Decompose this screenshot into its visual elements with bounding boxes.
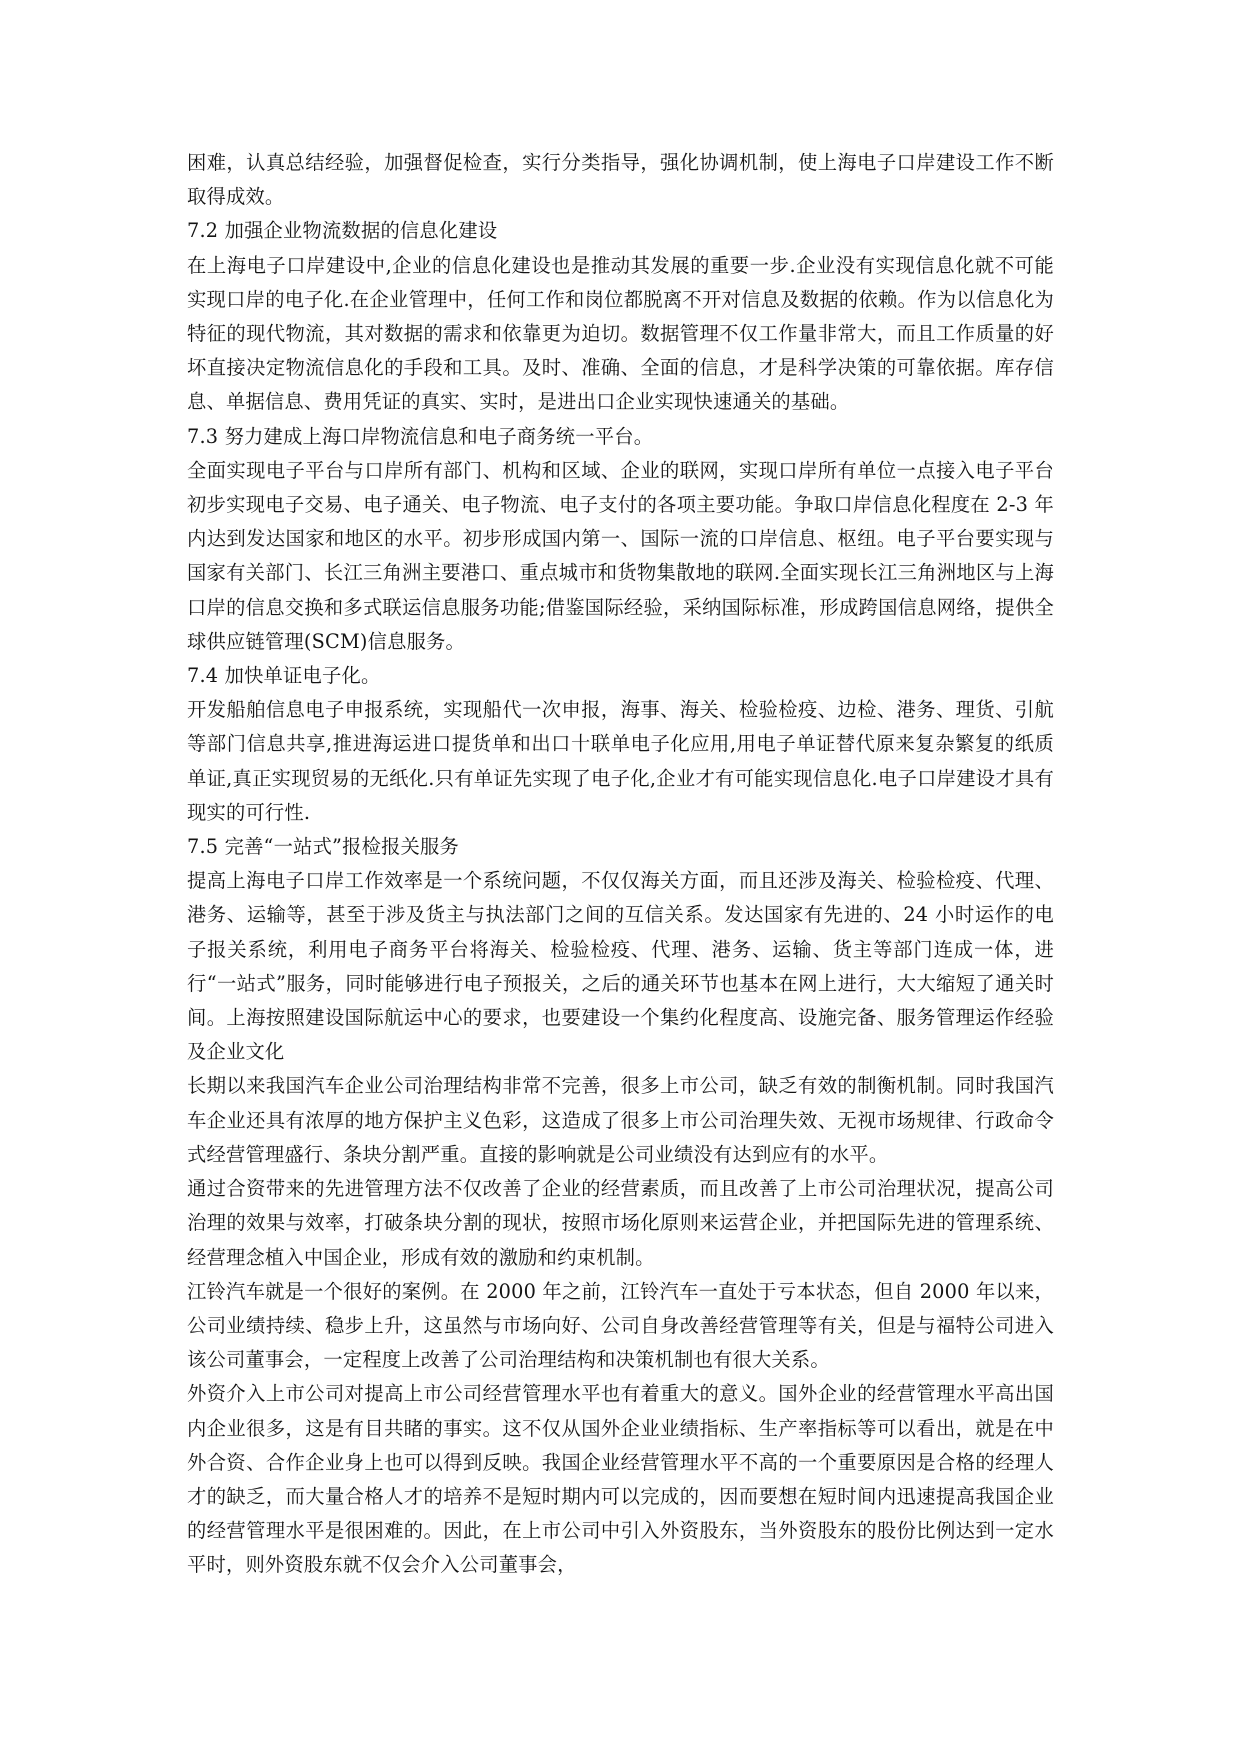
paragraph: 提高上海电子口岸工作效率是一个系统问题，不仅仅海关方面，而且还涉及海关、检验检疫、代理、港务、运输等，甚至于涉及货主与执法部门之间的互信关系。发达国家有先进的、24 小时运作的电子报关系统，利用电子商务平台将海关、检验检疫、代理、港务、运输、货主等部门连成一体，进行“一站式”服务，同时能够进行电子预报关，之后的通关环节也基本在网上进行，大大缩短了通关时间。上海按照建设国际航运中心的要求，也要建设一个集约化程度高、设施完备、服务管理运作经验及企业文化 (187, 869, 1054, 1064)
paragraph: 江铃汽车就是一个很好的案例。在 2000 年之前，江铃汽车一直处于亏本状态，但自 2000 年以来，公司业绩持续、稳步上升，这虽然与市场向好、公司自身改善经营管理等有关，但是与福特公司进入该公司董事会，一定程度上改善了公司治理结构和决策机制也有很大关系。 (187, 1279, 1054, 1372)
section-heading-7-2: 7.2 加强企业物流数据的信息化建设 (187, 219, 498, 243)
paragraph: 全面实现电子平台与口岸所有部门、机构和区域、企业的联网，实现口岸所有单位一点接入电子平台初步实现电子交易、电子通关、电子物流、电子支付的各项主要功能。争取口岸信息化程度在 2-3 年内达到发达国家和地区的水平。初步形成国内第一、国际一流的口岸信息、枢纽。电子平台要实现与国家有关部门、长江三角洲主要港口、重点城市和货物集散地的联网.全面实现长江三角洲地区与上海口岸的信息交换和多式联运信息服务功能;借鉴国际经验，采纳国际标准，形成跨国信息网络，提供全球供应链管理(SCM)信息服务。 (187, 458, 1054, 653)
paragraph: 开发船舶信息电子申报系统，实现船代一次申报，海事、海关、检验检疫、边检、港务、理货、引航等部门信息共享,推进海运进口提货单和出口十联单电子化应用,用电子单证替代原来复杂繁复的纸质单证,真正实现贸易的无纸化.只有单证先实现了电子化,企业才有可能实现信息化.电子口岸建设才具有现实的可行性. (187, 698, 1054, 824)
paragraph: 通过合资带来的先进管理方法不仅改善了企业的经营素质，而且改善了上市公司治理状况，提高公司治理的效果与效率，打破条块分割的现状，按照市场化原则来运营企业，并把国际先进的管理系统、经营理念植入中国企业，形成有效的激励和约束机制。 (187, 1177, 1054, 1269)
section-heading-7-5: 7.5 完善“一站式”报检报关服务 (187, 835, 459, 859)
document-body (187, 146, 1054, 1583)
section-heading-7-3: 7.3 努力建成上海口岸物流信息和电子商务统一平台。 (187, 424, 654, 448)
paragraph: 长期以来我国汽车企业公司治理结构非常不完善，很多上市公司，缺乏有效的制衡机制。同时我国汽车企业还具有浓厚的地方保护主义色彩，这造成了很多上市公司治理失效、无视市场规律、行政命令式经营管理盛行、条块分割严重。直接的影响就是公司业绩没有达到应有的水平。 (187, 1074, 1054, 1166)
section-heading-7-4: 7.4 加快单证电子化。 (187, 664, 381, 688)
paragraph: 困难，认真总结经验，加强督促检查，实行分类指导，强化协调机制，使上海电子口岸建设工作不断取得成效。 (187, 151, 1054, 209)
paragraph: 外资介入上市公司对提高上市公司经营管理水平也有着重大的意义。国外企业的经营管理水平高出国内企业很多，这是有目共睹的事实。这不仅从国外企业业绩指标、生产率指标等可以看出，就是在中外合资、合作企业身上也可以得到反映。我国企业经营管理水平不高的一个重要原因是合格的经理人才的缺乏，而大量合格人才的培养不是短时期内可以完成的，因而要想在短时间内迅速提高我国企业的经营管理水平是很困难的。因此，在上市公司中引入外资股东，当外资股东的股份比例达到一定水平时，则外资股东就不仅会介入公司董事会， (187, 1382, 1054, 1577)
paragraph: 在上海电子口岸建设中,企业的信息化建设也是推动其发展的重要一步.企业没有实现信息化就不可能实现口岸的电子化.在企业管理中，任何工作和岗位都脱离不开对信息及数据的依赖。作为以信息化为特征的现代物流，其对数据的需求和依靠更为迫切。数据管理不仅工作量非常大，而且工作质量的好坏直接决定物流信息化的手段和工具。及时、准确、全面的信息，才是科学决策的可靠依据。库存信息、单据信息、费用凭证的真实、实时，是进出口企业实现快速通关的基础。 (187, 253, 1054, 414)
